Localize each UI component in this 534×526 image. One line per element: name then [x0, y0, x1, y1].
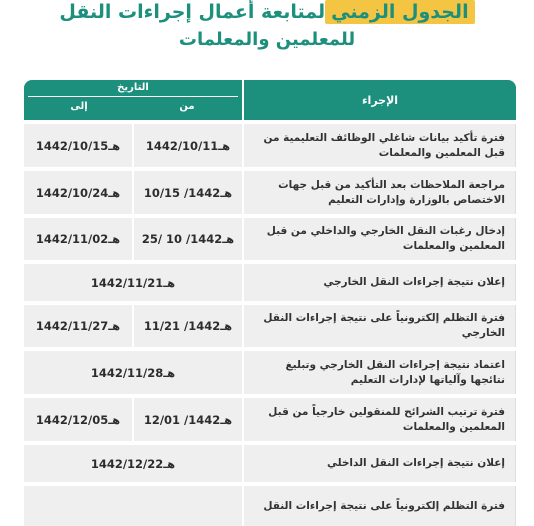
table-row [24, 218, 516, 260]
row-action: فترة تأكيد بيانات شاغلي الوظائف التعليمية من قبل المعلمين والمعلمات [244, 124, 516, 167]
row-from: 1442/10/11هـ [134, 124, 244, 167]
title-highlight: الجدول الزمني [325, 0, 474, 24]
table-row [24, 351, 516, 394]
header-date-group [24, 80, 244, 120]
table-row [24, 305, 516, 347]
schedule-table [24, 80, 516, 510]
row-date: 1442/11/21هـ [24, 264, 244, 301]
row-action: إدخال رغبات النقل الخارجي والداخلي من قبل المعلمين والمعلمات [244, 218, 516, 260]
row-date: 1442/12/22هـ [24, 445, 244, 482]
row-to: 1442/10/24هـ [24, 171, 134, 214]
row-action: إعلان نتيجة إجراءات النقل الخارجي [244, 264, 516, 301]
header-to: إلى [70, 101, 88, 112]
row-from: 10/15 /1442هـ [134, 171, 244, 214]
table-row [24, 445, 516, 482]
header [0, 0, 534, 66]
table-row [24, 486, 516, 526]
row-from: 12/01 /1442هـ [134, 398, 244, 441]
table-row [24, 171, 516, 214]
row-action: مراجعة الملاحظات بعد التأكيد من قبل جهات الاختصاص بالوزارة وإدارات التعليم [244, 171, 516, 214]
row-action: إعلان نتيجة إجراءات النقل الداخلي [244, 445, 516, 482]
header-divider [28, 96, 238, 97]
header-from: من [179, 101, 195, 112]
row-to: 1442/12/05هـ [24, 398, 134, 441]
header-action: الإجراء [244, 80, 516, 120]
table-header [24, 80, 516, 120]
row-from: 11/21 /1442هـ [134, 305, 244, 347]
table-row [24, 264, 516, 301]
row-to: 1442/10/15هـ [24, 124, 134, 167]
row-action: اعتماد نتيجة إجراءات النقل الخارجي وتبليغ نتائجها وآلياتها لإدارات التعليم [244, 351, 516, 394]
title-rest: لمتابعة أعمال إجراءات النقل [59, 1, 326, 23]
table-row [24, 124, 516, 167]
page-subtitle: للمعلمين والمعلمات [178, 29, 356, 50]
row-to: 1442/11/02هـ [24, 218, 134, 260]
row-action: فترة التظلم إلكترونياً على نتيجة إجراءات النقل الخارجي [244, 305, 516, 347]
page-title [22, 0, 512, 24]
row-action: فترة التظلم إلكترونياً على نتيجة إجراءات النقل [244, 486, 516, 526]
header-date: التاريخ [117, 82, 149, 93]
row-date: 1442/11/28هـ [24, 351, 244, 394]
row-date [24, 486, 244, 526]
row-from: 25/ 10 /1442هـ [134, 218, 244, 260]
row-to: 1442/11/27هـ [24, 305, 134, 347]
table-row [24, 398, 516, 441]
row-action: فترة ترتيب الشرائح للمنقولين خارجياً من قبل المعلمين والمعلمات [244, 398, 516, 441]
